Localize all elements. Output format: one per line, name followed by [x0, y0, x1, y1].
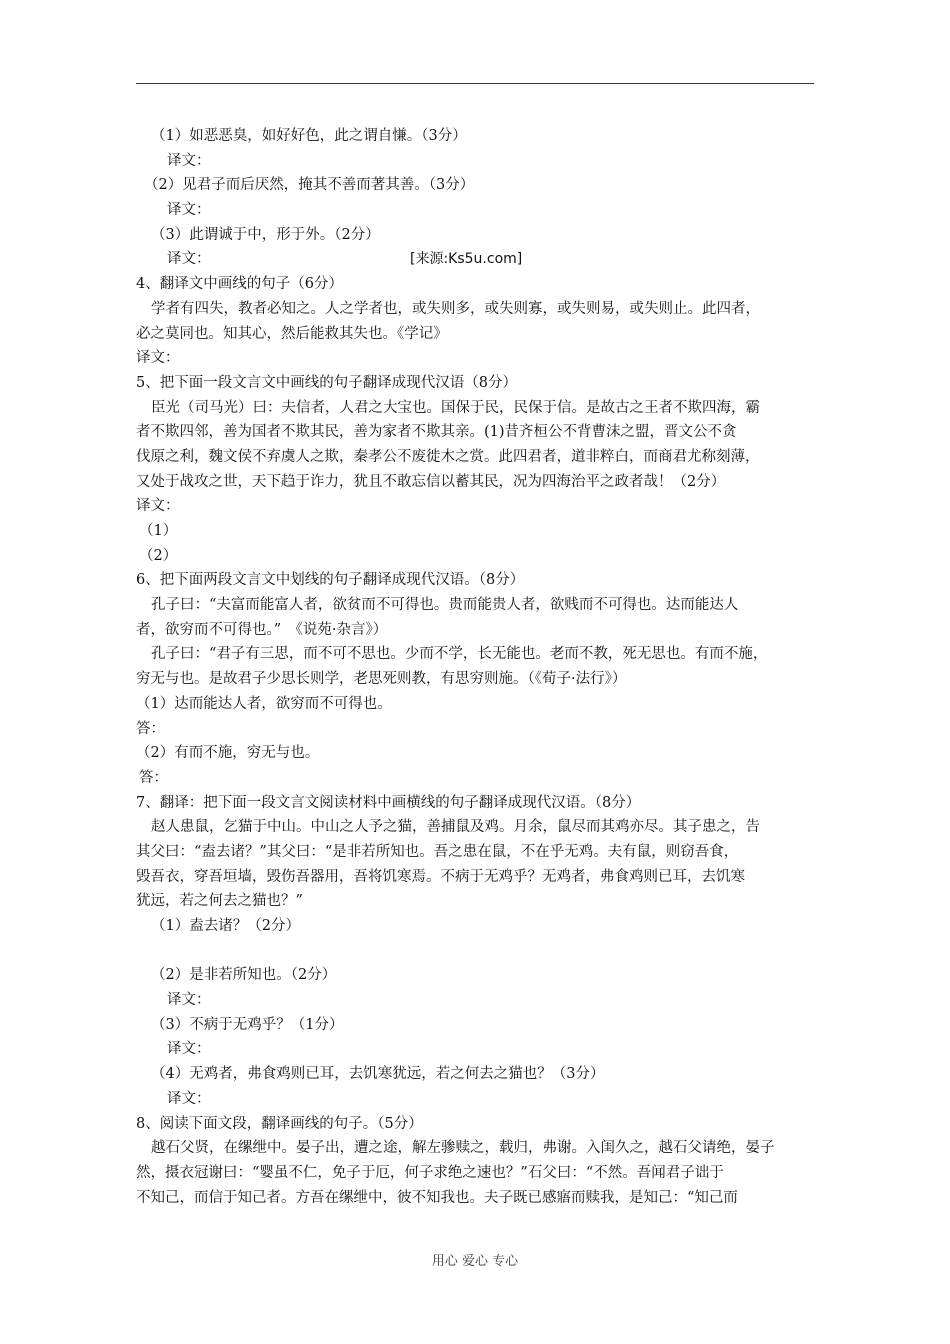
q7-item1: （1）盍去诸？（2分）	[151, 918, 300, 934]
passage-line: 必之莫同也。知其心，然后能救其失也。《学记》	[136, 325, 448, 342]
passage-line: 其父曰：“盍去诸？”其父曰：“是非若所知也。吾之患在鼠，不在乎无鸡。夫有鼠，则窃吾食，	[136, 843, 739, 860]
passage-line: 犹远，若之何去之猫也？”	[136, 893, 303, 910]
question-5-title: 5、把下面一段文言文中画线的句子翻译成现代汉语（8分）	[136, 374, 517, 391]
passage-line: 不知己，而信于知己者。方吾在缧绁中，彼不知我也。夫子既已感寤而赎我，是知己：“知己而	[136, 1189, 738, 1206]
answer-label-row	[136, 247, 818, 272]
q6-item1: （1）达而能达人者，欲穷而不可得也。	[136, 695, 392, 712]
q6-item2: （2）有而不施，穷无与也。	[136, 745, 320, 762]
question-6-title: 6、把下面两段文言文中划线的句子翻译成现代汉语。（8分）	[136, 572, 525, 589]
passage-line: 穷无与也。是故君子少思长则学，老思死则教，有思穷则施。（《荀子·法行》）	[136, 671, 627, 688]
answer-label: 译文：	[167, 1041, 211, 1058]
passage-line: 者，欲穷而不可得也。” 《说苑·杂言》）	[136, 621, 388, 638]
header-rule	[136, 83, 814, 84]
answer-label: 译文：	[136, 498, 180, 515]
q7-item2: （2）是非若所知也。（2分）	[151, 967, 337, 984]
question-4-title: 4、翻译文中画线的句子（6分）	[136, 276, 343, 293]
answer-label: 答：	[139, 769, 168, 786]
answer-label: 译文：	[167, 1090, 211, 1107]
passage-line: 孔子曰：“夫富而能富人者，欲贫而不可得也。贵而能贵人者，欲贱而不可得也。达而能达人	[151, 597, 739, 614]
passage-line: 者不欺四邻，善为国者不欺其民，善为家者不欺其亲。(1)昔齐桓公不背曹沫之盟，晋文公不贪	[136, 424, 737, 441]
passage-line: 伐原之利，魏文侯不弃虞人之欺，秦孝公不废徙木之赏。此四君者，道非粹白，而商君尤称刻薄，	[136, 448, 760, 465]
answer-item-2: （2）	[139, 547, 178, 564]
page-footer: 用心 爱心 专心	[431, 1254, 519, 1269]
passage-line: 越石父贤，在缧绁中。晏子出，遭之途，解左骖赎之，载归，弗谢。入闺久之，越石父请绝，晏子	[151, 1140, 775, 1157]
passage-line: 赵人患鼠，乞猫于中山。中山之人予之猫，善捕鼠及鸡。月余，鼠尽而其鸡亦尽。其子患之，告	[151, 819, 760, 836]
answer-item-1: （1）	[139, 523, 178, 539]
answer-label: 译文：	[136, 350, 180, 367]
blank-answer-space	[136, 939, 818, 964]
q3-item3: （3）此谓诚于中，形于外。（2分）	[151, 226, 380, 243]
passage-line: 臣光（司马光）曰：夫信者，人君之大宝也。国保于民，民保于信。是故古之王者不欺四海，霸	[151, 399, 760, 416]
q3-item1: （1）如恶恶臭，如好好色，此之谓自慊。（3分）	[151, 128, 467, 144]
passage-line: 然，摄衣冠谢曰：“婴虽不仁，免子于厄，何子求绝之速也？”石父曰：“不然。吾闻君子诎于	[136, 1164, 724, 1181]
source-tag: [来源:Ks5u.com]	[410, 251, 523, 268]
q3-item2: （2）见君子而后厌然，掩其不善而著其善。（3分）	[144, 177, 475, 194]
answer-label: 译文：	[167, 992, 211, 1009]
answer-label: 译文：	[167, 152, 211, 169]
passage-line: 学者有四失，教者必知之。人之学者也，或失则多，或失则寡，或失则易，或失则止。此四者，	[151, 300, 760, 317]
answer-label: 答：	[136, 720, 165, 737]
answer-label: 译文：	[167, 251, 211, 268]
passage-line: 毁吾衣，穿吾垣墙，毁伤吾器用，吾将饥寒焉。不病于无鸡乎？无鸡者，弗食鸡则已耳，去饥寒	[136, 868, 745, 885]
question-8-title: 8、阅读下面文段，翻译画线的句子。（5分）	[136, 1115, 423, 1132]
passage-line: 孔子曰：“君子有三思，而不可不思也。少而不学，长无能也。老而不教，死无思也。有而不施，	[151, 646, 768, 663]
question-7-title: 7、翻译：把下面一段文言文阅读材料中画横线的句子翻译成现代汉语。（8分）	[136, 794, 641, 811]
answer-label: 译文：	[167, 202, 211, 219]
q7-item4: （4）无鸡者，弗食鸡则已耳，去饥寒犹远，若之何去之猫也？（3分）	[151, 1066, 605, 1083]
document-body	[136, 124, 818, 1210]
q7-item3: （3）不病于无鸡乎？（1分）	[151, 1016, 344, 1033]
passage-line: 又处于战攻之世，天下趋于诈力，犹且不敢忘信以蓄其民，况为四海治平之政者哉！（2分）	[136, 473, 726, 490]
